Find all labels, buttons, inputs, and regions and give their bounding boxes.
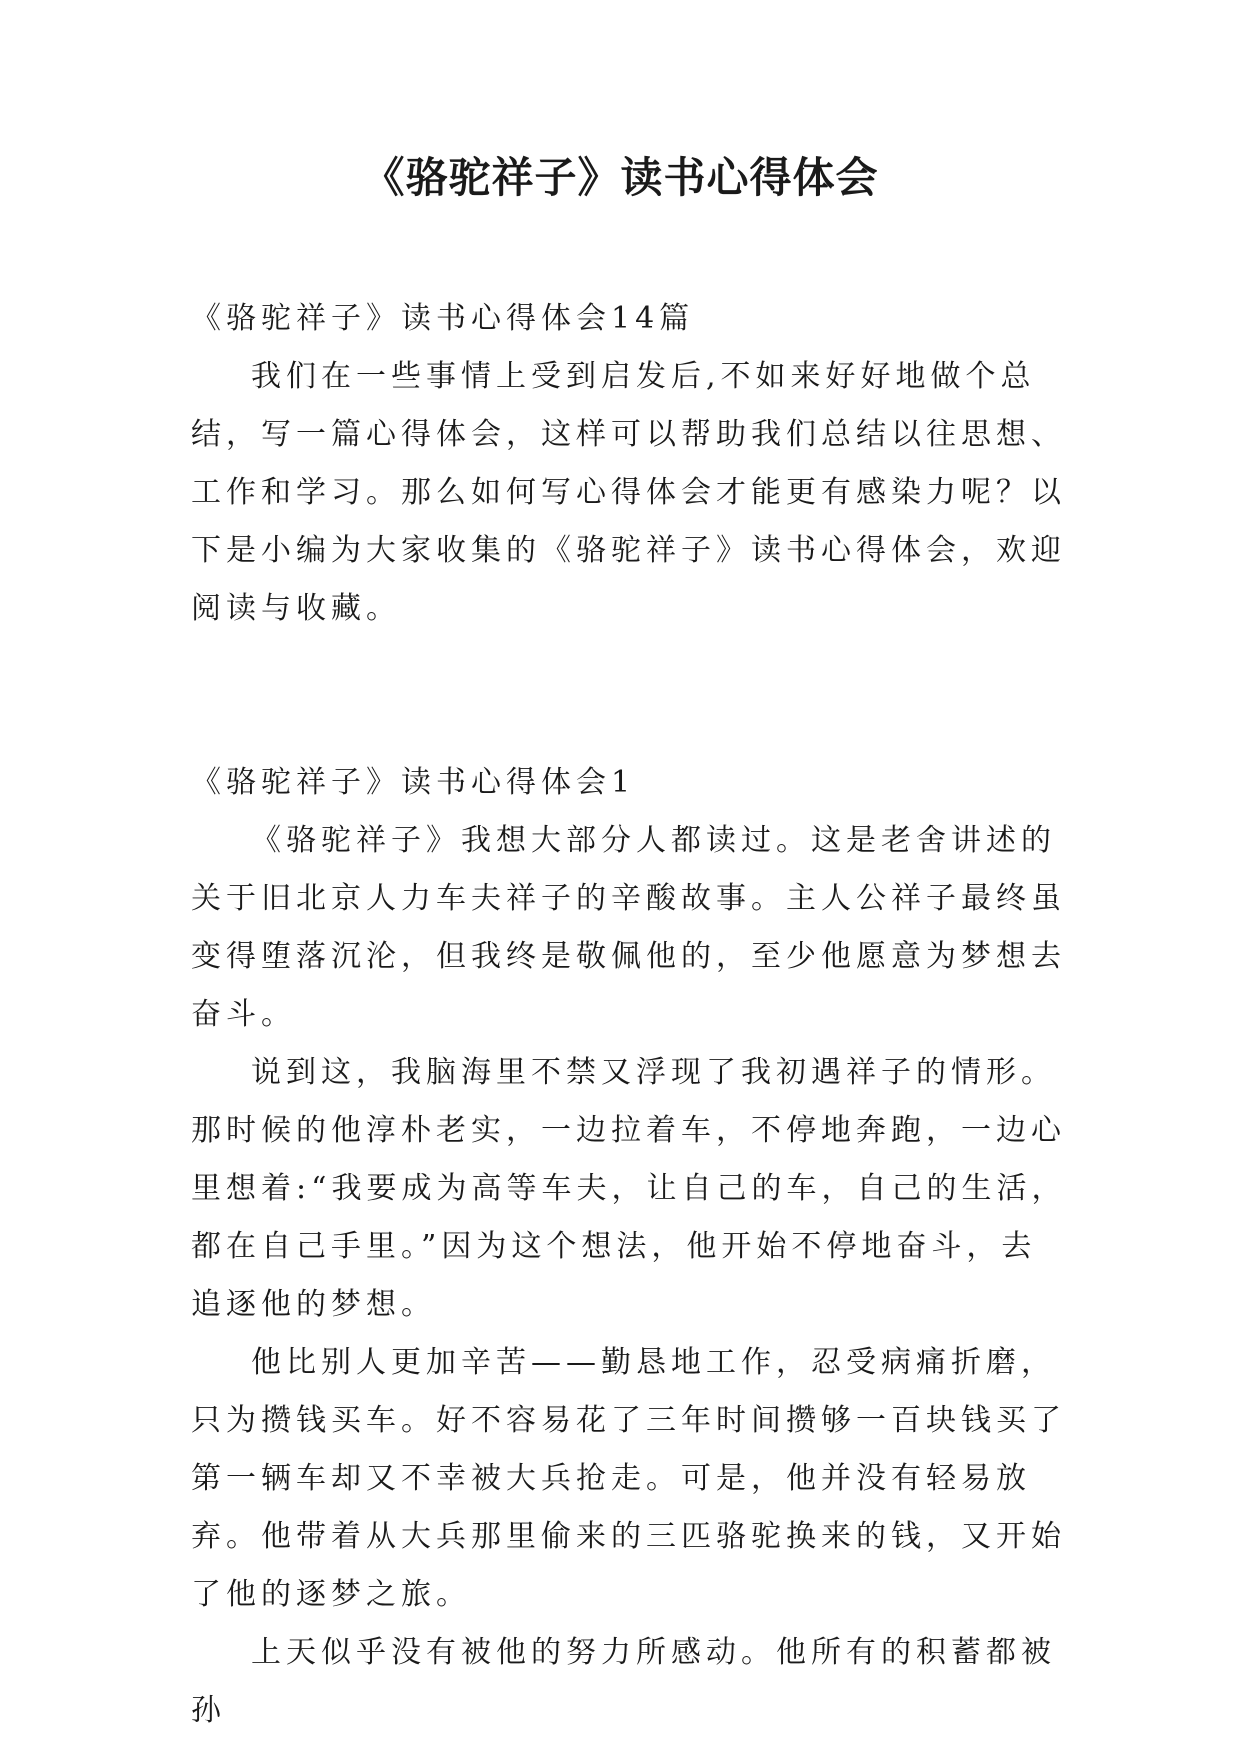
body-paragraph: 《骆驼祥子》我想大部分人都读过。这是老舍讲述的关于旧北京人力车夫祥子的辛酸故事。主人公祥子最终虽变得堕落沉沦，但我终是敬佩他的，至少他愿意为梦想去奋斗。 <box>191 823 1066 1032</box>
intro-heading: 《骆驼祥子》读书心得体会14篇 <box>191 301 695 336</box>
body-paragraph: 说到这，我脑海里不禁又浮现了我初遇祥子的情形。那时候的他淳朴老实，一边拉着车，不停地奔跑，一边心里想着:“我要成为高等车夫，让自己的车，自己的生活，都在自己手里。”因为这个想法，他开始不停地奋斗，去追逐他的梦想。 <box>191 1055 1067 1322</box>
body-paragraph: 上天似乎没有被他的努力所感动。他所有的积蓄都被孙 <box>191 1635 1056 1728</box>
document-body <box>191 290 1071 1740</box>
intro-paragraph: 我们在一些事情上受到启发后,不如来好好地做个总结，写一篇心得体会，这样可以帮助我们总结以往思想、工作和学习。那么如何写心得体会才能更有感染力呢？以下是小编为大家收集的《骆驼祥子》读书心得体会，欢迎阅读与收藏。 <box>191 359 1066 626</box>
section-spacer <box>191 638 1071 754</box>
document-title: 《骆驼祥子》读书心得体会 <box>362 153 879 202</box>
body-paragraph: 他比别人更加辛苦——勤恳地工作，忍受病痛折磨，只为攒钱买车。好不容易花了三年时间攒够一百块钱买了第一辆车却又不幸被大兵抢走。可是，他并没有轻易放弃。他带着从大兵那里偷来的三匹骆驼换来的钱，又开始了他的逐梦之旅。 <box>191 1345 1066 1612</box>
section-heading: 《骆驼祥子》读书心得体会1 <box>191 765 636 800</box>
